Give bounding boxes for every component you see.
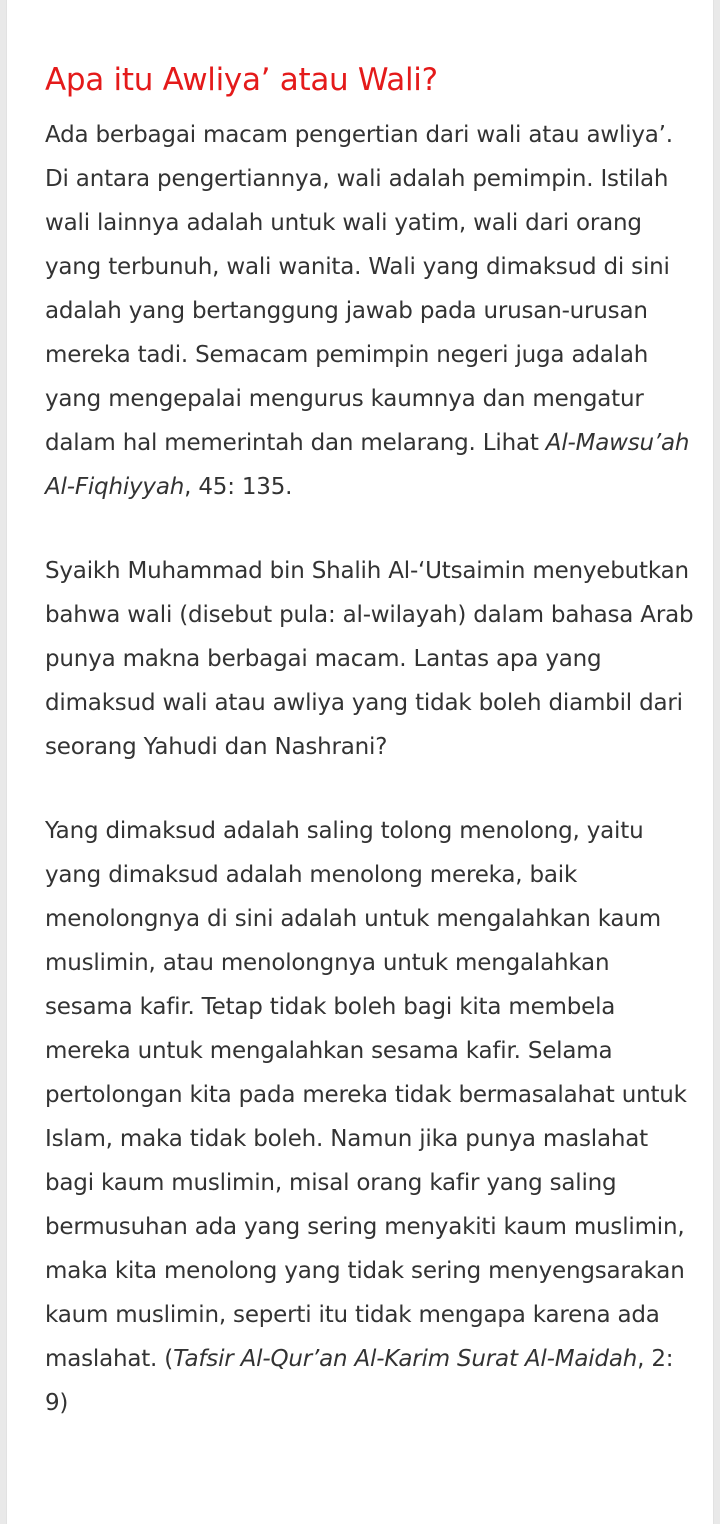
reference-title: Tafsir Al-Qur’an Al-Karim Surat Al-Maidah (173, 1346, 638, 1372)
paragraph-text: Syaikh Muhammad bin Shalih Al-‘Utsaimin menyebutkan bahwa wali (disebut pula: al-wilayah) dalam bahasa Arab punya makna berbagai macam. Lantas apa yang dimaksud wali atau awliya yang tidak boleh diambil dari seorang Yahudi dan Nashrani? (45, 558, 694, 760)
paragraph-utsaimin (45, 549, 695, 769)
reference-citation: , 2: 9) (45, 1346, 674, 1416)
paragraph-explanation (45, 809, 695, 1425)
paragraph-text: Yang dimaksud adalah saling tolong menolong, yaitu yang dimaksud adalah menolong mereka, baik menolongnya di sini adalah untuk mengalahkan kaum muslimin, atau menolongnya untuk mengalahkan sesama kafir. Tetap tidak boleh bagi kita membela mereka untuk mengalahkan sesama kafir. Selama pertolongan kita pada mereka tidak bermasalahat untuk Islam, maka tidak boleh. Namun jika punya maslahat bagi kaum muslimin, misal orang kafir yang saling bermusuhan ada yang sering menyakiti kaum muslimin, maka kita menolong yang tidak sering menyengsarakan kaum muslimin, seperti itu tidak mengapa karena ada maslahat. ( (45, 818, 687, 1372)
article-body (45, 55, 695, 1425)
paragraph-text: Ada berbagai macam pengertian dari wali atau awliya’. Di antara pengertiannya, wali adalah pemimpin. Istilah wali lainnya adalah untuk wali yatim, wali dari orang yang terbunuh, wali wanita. Wali yang dimaksud di sini adalah yang bertanggung jawab pada urusan-urusan mereka tadi. Semacam pemimpin negeri juga adalah yang mengepalai mengurus kaumnya dan mengatur dalam hal memerintah dan melarang. Lihat (45, 122, 673, 456)
reference-title: Al-Mawsu’ah Al-Fiqhiyyah (45, 430, 690, 500)
reference-citation: , 45: 135. (184, 474, 293, 500)
paragraph-definition (45, 113, 695, 509)
section-heading: Apa itu Awliya’ atau Wali? (45, 62, 438, 98)
page (6, 0, 714, 1524)
